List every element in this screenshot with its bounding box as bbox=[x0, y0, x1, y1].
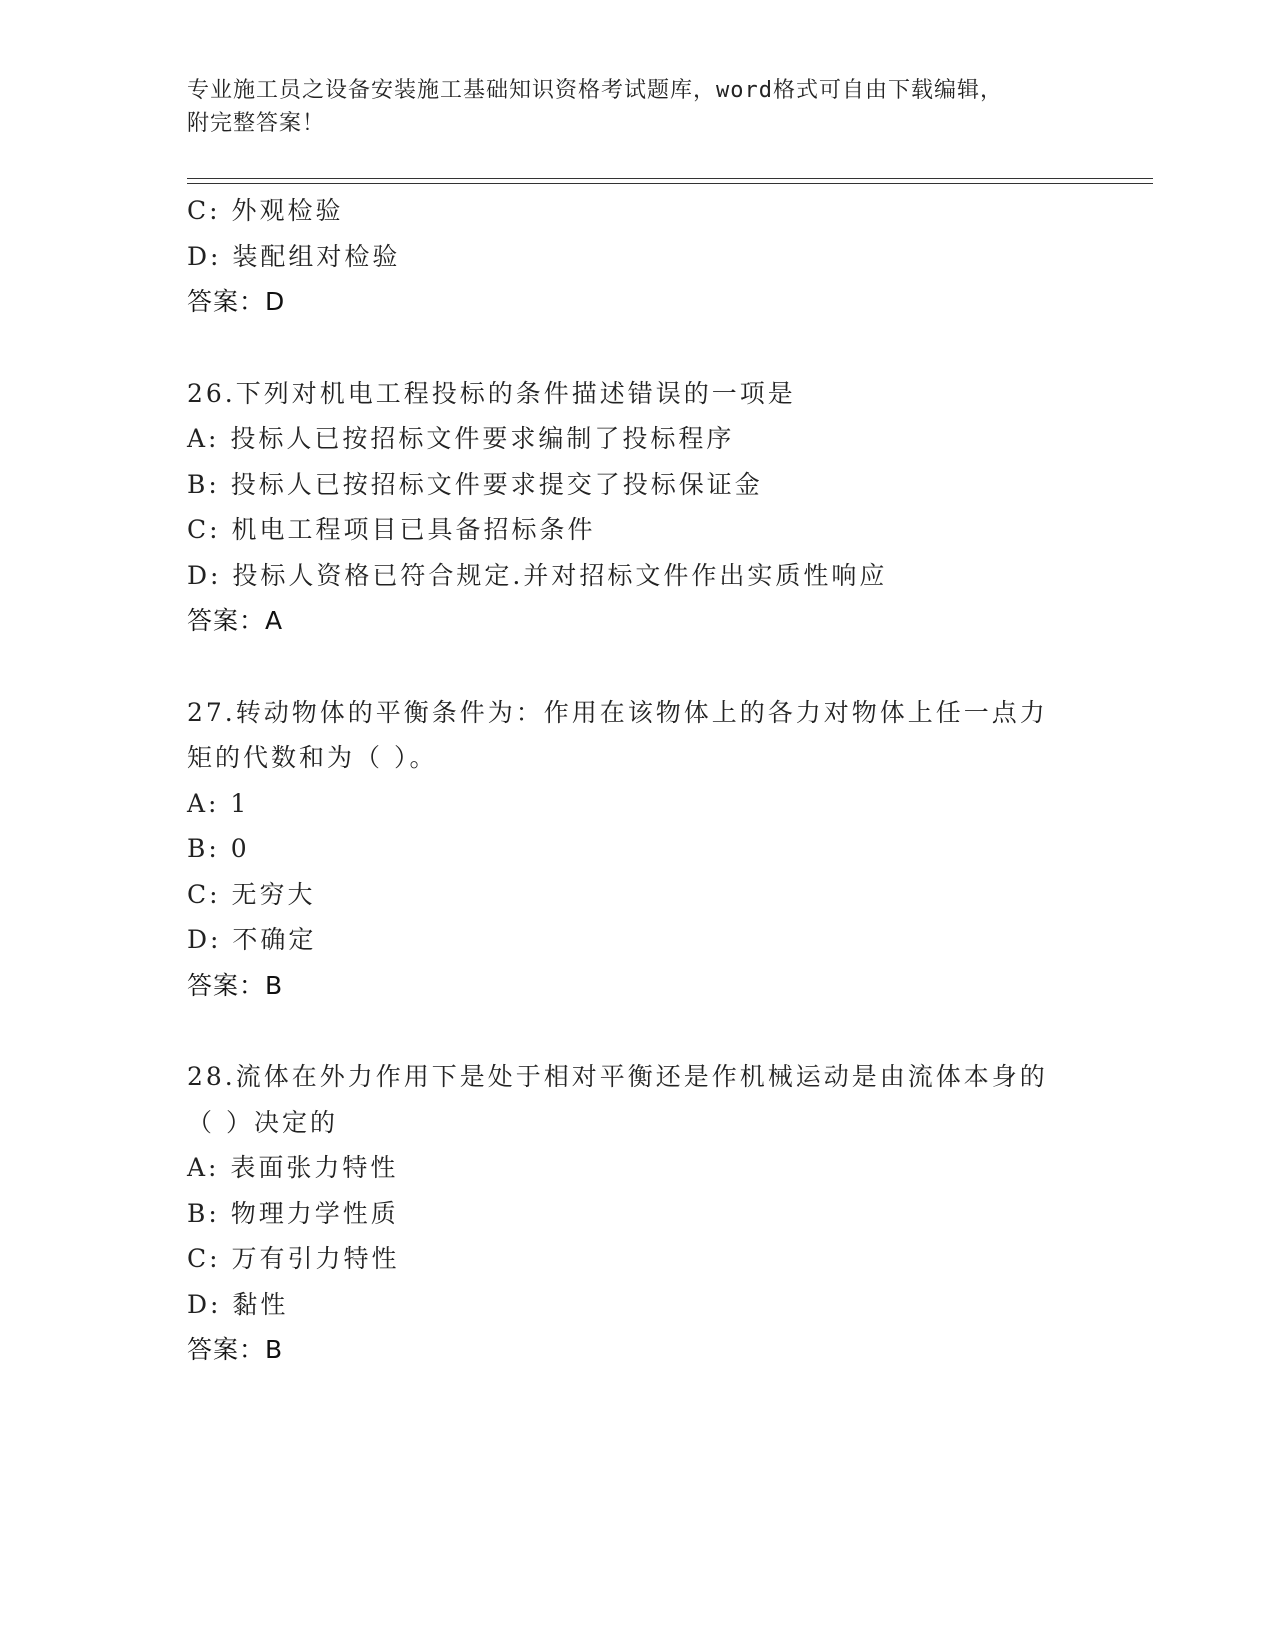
header-divider-bottom bbox=[187, 183, 1153, 184]
question-stem: 28.流体在外力作用下是处于相对平衡还是作机械运动是由流体本身的 bbox=[187, 1062, 1048, 1091]
answer-line: 答案：A bbox=[187, 606, 284, 635]
document-header bbox=[187, 74, 1087, 140]
question-stem: 27.转动物体的平衡条件为：作用在该物体上的各力对物体上任一点力 bbox=[187, 697, 1048, 727]
header-divider-top bbox=[187, 178, 1153, 179]
option-d: D: 黏性 bbox=[187, 1289, 289, 1319]
spacer bbox=[187, 644, 1087, 690]
option-c: C: 机电工程项目已具备招标条件 bbox=[187, 515, 596, 544]
question-26 bbox=[187, 371, 1087, 644]
answer-line: 答案：B bbox=[187, 970, 284, 1000]
option-d: D: 不确定 bbox=[187, 925, 317, 954]
option-d: D: 投标人资格已符合规定.并对招标文件作出实质性响应 bbox=[187, 560, 888, 590]
question-list bbox=[187, 188, 1087, 1373]
option-c: C: 无穷大 bbox=[187, 879, 316, 909]
question-27 bbox=[187, 690, 1087, 1009]
question-stem-continued: 矩的代数和为（ ）。 bbox=[187, 743, 438, 772]
question-stem-continued: （ ）决定的 bbox=[187, 1107, 338, 1137]
option-d: D: 装配组对检验 bbox=[187, 241, 401, 271]
header-line-2: 附完整答案！ bbox=[187, 111, 326, 136]
answer-line: 答案：B bbox=[187, 1335, 284, 1364]
option-b: B: 物理力学性质 bbox=[187, 1198, 399, 1228]
question-stem: 26.下列对机电工程投标的条件描述错误的一项是 bbox=[187, 378, 796, 408]
option-c: C: 万有引力特性 bbox=[187, 1244, 400, 1273]
question-28 bbox=[187, 1054, 1087, 1373]
answer-line: 答案：D bbox=[187, 287, 286, 316]
option-b: B: 0 bbox=[187, 834, 250, 863]
spacer bbox=[187, 325, 1087, 371]
question-25-fragment bbox=[187, 188, 1087, 325]
option-a: A: 投标人已按招标文件要求编制了投标程序 bbox=[187, 424, 735, 453]
option-a: A: 1 bbox=[187, 788, 250, 818]
option-c: C: 外观检验 bbox=[187, 196, 344, 225]
option-b: B: 投标人已按招标文件要求提交了投标保证金 bbox=[187, 469, 763, 499]
header-line-1: 专业施工员之设备安装施工基础知识资格考试题库，word格式可自由下载编辑， bbox=[187, 78, 1003, 103]
spacer bbox=[187, 1008, 1087, 1054]
option-a: A: 表面张力特性 bbox=[187, 1153, 399, 1182]
